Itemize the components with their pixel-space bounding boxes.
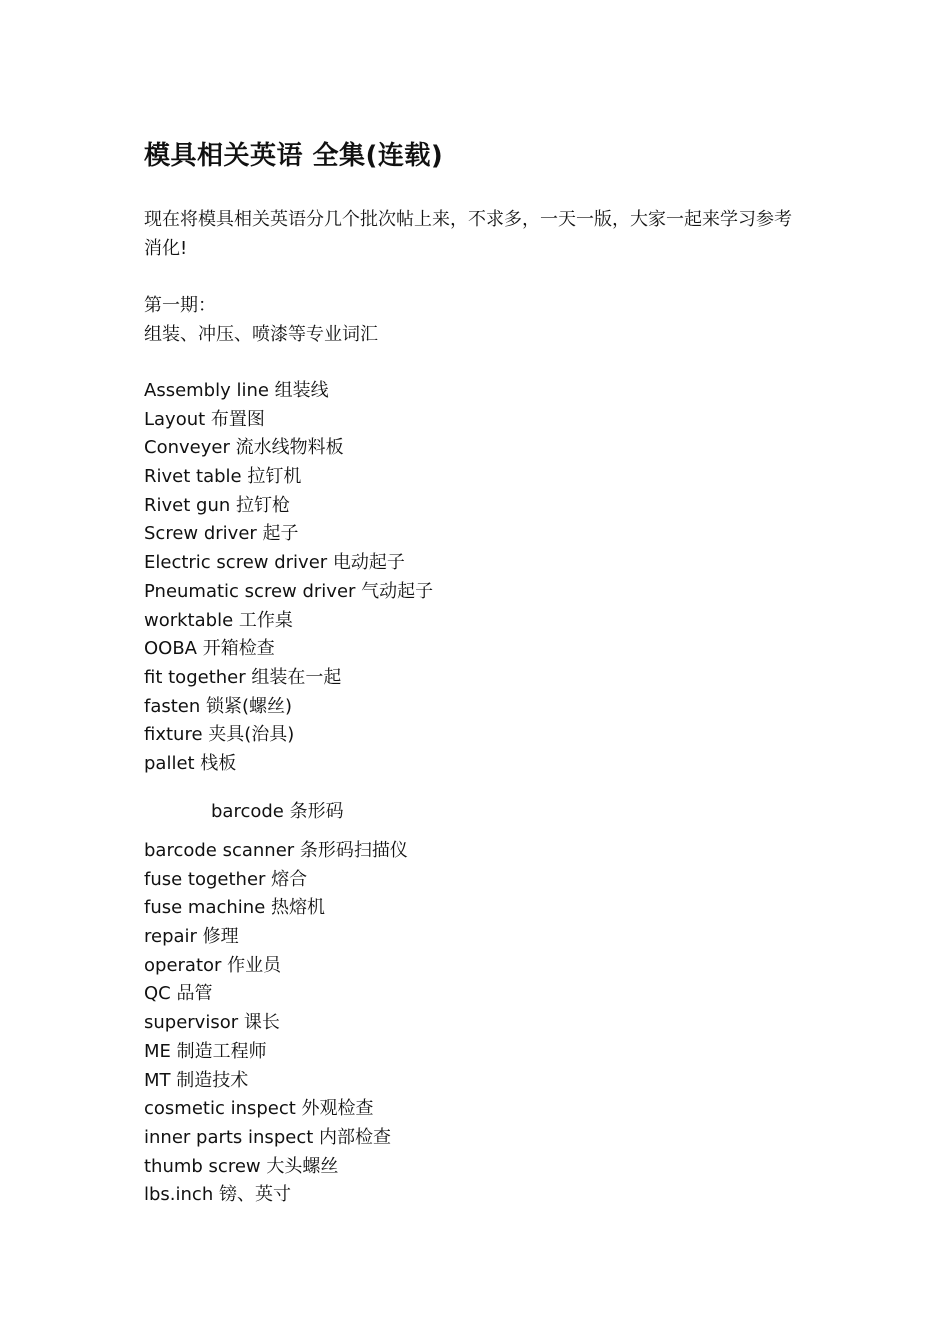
term-item: Pneumatic screw driver 气动起子 (144, 580, 434, 602)
term-item: pallet 栈板 (144, 752, 237, 774)
term-item: Electric screw driver 电动起子 (144, 552, 405, 574)
term-item: Rivet gun 拉钉枪 (144, 494, 290, 516)
term-item: worktable 工作桌 (144, 609, 293, 631)
term-item: supervisor 课长 (144, 1012, 280, 1034)
intro-paragraph: 现在将模具相关英语分几个批次帖上来，不求多，一天一版，大家一起来学习参考消化! (144, 209, 792, 259)
term-item: Rivet table 拉钉机 (144, 466, 302, 488)
term-item: Screw driver 起子 (144, 523, 299, 545)
term-item: cosmetic inspect 外观检查 (144, 1098, 374, 1120)
term-item: Assembly line 组装线 (144, 380, 329, 401)
term-item: Layout 布置图 (144, 408, 265, 430)
term-item: fuse machine 热熔机 (144, 897, 325, 919)
term-item: fit together 组装在一起 (144, 666, 342, 688)
term-list-first (144, 377, 433, 779)
term-item: fasten 锁紧(螺丝) (144, 695, 293, 717)
issue-subtitle: 组装、冲压、喷漆等专业词汇 (144, 324, 378, 345)
term-item: ME 制造工程师 (144, 1040, 267, 1062)
term-item: operator 作业员 (144, 954, 282, 976)
term-item: fixture 夹具(治具) (144, 724, 295, 746)
issue-label: 第一期： (144, 295, 216, 316)
term-item: lbs.inch 镑、英寸 (144, 1184, 291, 1206)
term-item: repair 修理 (144, 926, 239, 948)
term-item: fuse together 熔合 (144, 868, 308, 890)
term-item: barcode scanner 条形码扫描仪 (144, 840, 408, 861)
indented-term: barcode 条形码 (211, 801, 344, 822)
term-item: QC 品管 (144, 983, 213, 1005)
document-title: 模具相关英语 全集(连载) (144, 141, 444, 171)
term-item: OOBA 开箱检查 (144, 638, 275, 660)
term-list-second (144, 837, 408, 1210)
issue-header (144, 291, 378, 349)
term-item: thumb screw 大头螺丝 (144, 1155, 339, 1177)
term-item: inner parts inspect 内部检查 (144, 1126, 391, 1148)
term-item: Conveyer 流水线物料板 (144, 437, 344, 459)
term-item: MT 制造技术 (144, 1069, 249, 1091)
